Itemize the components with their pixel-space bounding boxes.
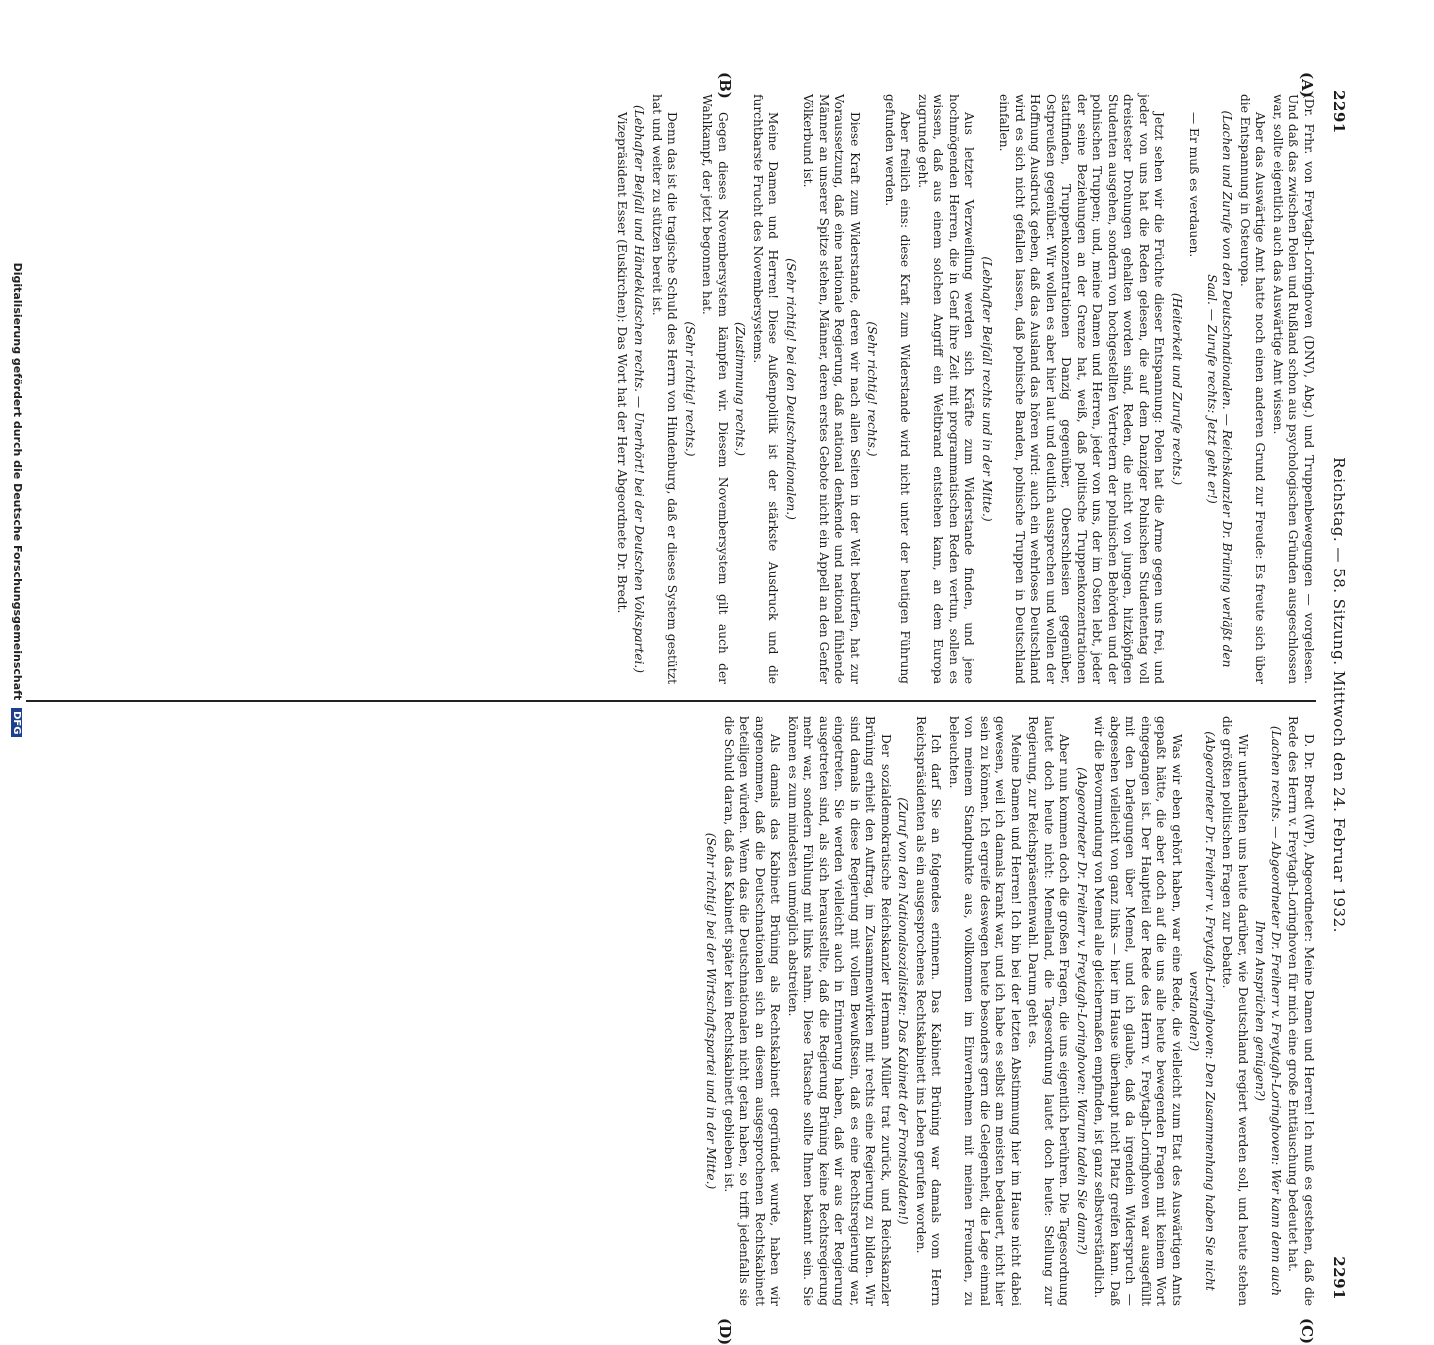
column-divider — [26, 700, 1316, 702]
paragraph: (Dr. Frhr. von Freytagh-Loringhoven (DNV), Abg.) und Truppenbewegungen — vorgelesen. Und daß das zwischen Polen und Rußland schon aus psychologischen Gründen ausgeschlossen war, sollte eigentlich auch das Auswärtige Amt wissen. — [1271, 94, 1316, 684]
paragraph: Der sozialdemokratische Reichskanzler Hermann Müller trat zurück, und Reichskanzler Brüning erhielt den Auftrag, im Zusammenwirken mit rechts eine Regierung zu bilden. Wir sind damals in diese Regierung mit vollem Bewußtsein, daß es eine Rechtsregierung war, eingetreten. Sie werden vielleicht auch in Erinnerung haben, daß wir aus der Regierung ausgetreten sind, als sich herausstellte, daß die Regierung Brüning keine Rechtsregierung mehr war, sondern Fühlung mit links nahm. Diese Tatsache sollte Ihnen bekannt sein. Sie können es zum mindesten unmöglich abstreiten. — [786, 716, 893, 1306]
digitization-footer — [4, 0, 24, 1000]
paragraph: Als damals das Kabinett Brüning als Rechtskabinett gegründet wurde, haben wir angenommen, daß die Deutschnationalen sich an diesem ausgesprochenen Rechtskabinett beteiligen würden. Wenn das die Deutschnationalen nicht getan haben, so trifft jedenfalls sie die Schuld daran, daß das Kabinett später kein Rechtskabinett geblieben ist. — [722, 716, 783, 1306]
interjection: (Sehr richtig! rechts.) — [683, 321, 697, 457]
interjection: (Abgeordneter Dr. Freiherr v. Freytagh-Loringhoven: Warum tadeln Sie dann?) — [1075, 767, 1089, 1255]
paragraph: Was wir eben gehört haben, war eine Rede, die vielleicht zum Etat des Auswärtigen Amts gepaßt hätte, die aber doch auf die uns alle heute bewegenden Fragen mit keinem Wort eingegangen ist. Der Hauptteil der Rede des Herrn v. Freytagh-Loringhoven war ausgefüllt mit den Darlegungen über Memel, und ich glaube, daß da irgendein Widerspruch — abgesehen vielleicht von ganz links — hier im Hause überhaupt nicht Platz greifen kann. Daß wir die Bevormundung von Memel alle gleichermaßen empfinden, ist ganz selbstverständlich. — [1092, 716, 1184, 1306]
interjection: (Abgeordneter Dr. Freiherr v. Freytagh-Loringhoven: Den Zusammenhang haben Sie nicht verstanden?) — [1187, 731, 1217, 1291]
paragraph: Aber das Auswärtige Amt hatte noch einen anderen Grund zur Freude: Es freute sich über die Entspannung in Osteuropa. — [1238, 94, 1268, 684]
margin-marker-d: (D) — [716, 1318, 734, 1345]
paragraph: Aus letzter Verzweiflung werden sich Kräfte zum Widerstande finden, und jene hochmögenden Herren, die in Genf ihre Zeit mit programmatischen Reden vertun, sollen es wissen, daß aus einem solchen Angriff ein Weltbrand entstehen kann, an dem Europa zugrunde geht. — [916, 94, 977, 684]
interjection: (Sehr richtig! bei den Deutschnationalen.) — [784, 258, 798, 520]
interjection: (Sehr richtig! bei der Wirtschaftspartei und in der Mitte.) — [704, 832, 719, 1190]
interjection: (Lachen rechts. — Abgeordneter Dr. Freiherr v. Freytagh-Loringhoven: Wer kann denn auch Ihren Ansprüchen genügen?) — [1253, 725, 1283, 1297]
margin-marker-a: (A) — [1298, 72, 1316, 98]
paragraph: Vizepräsident Esser (Euskirchen): Das Wort hat der Herr Abgeordnete Dr. Bredt. — [615, 112, 629, 614]
footer-credit: Digitalisierung gefördert durch die Deutsche Forschungsgemeinschaft — [11, 262, 24, 701]
interjection: (Lebhafter Beifall rechts und in der Mitte.) — [980, 256, 994, 522]
interjection: (Sehr richtig! rechts.) — [865, 321, 880, 457]
paragraph: Wir unterhalten uns heute darüber, wie Deutschland regiert werden soll, und heute stehen die größten politischen Fragen zur Debatte. — [1220, 716, 1250, 1306]
right-column — [16, 716, 1316, 1306]
page-number-right: 2291 — [1330, 1256, 1348, 1300]
page-number-left: 2291 — [1330, 90, 1348, 134]
margin-marker-b: (B) — [716, 72, 734, 99]
paragraph: Meine Damen und Herren! Ich bin bei der letzten Abstimmung hier im Hause nicht dabei gewesen, weil ich damals krank war, und ich habe es selbst am meisten bedauert, nicht hier sein zu können. Ich ergreife deswegen heute besonders gern die Gelegenheit, die Lage einmal von meinem Standpunkte aus, vollkommen im Einvernehmen mit meinen Freunden, zu beleuchten. — [947, 716, 1023, 1306]
running-head: Reichstag. — 58. Sitzung. Mittwoch den 24. Februar 1932. — [1330, 457, 1348, 933]
paragraph: Jetzt sehen wir die Früchte dieser Entspannung: Polen hat die Arme gegen uns frei, und jeder von uns hat die Reden gelesen, die auf dem Danziger Polnischen Studententag voll dreistester Drohungen gehalten worden sind, Reden, die nicht von jungen, hitzköpfigen Studenten ausgehen, sondern von hochgestellten Vertretern der polnischen Behörden und der polnischen Truppen; und, meine Damen und Herren, jeder von uns, der im Osten lebt, jeder der seine Beziehungen an der Grenze hat, weiß, daß politische Truppenkonzentrationen stattfinden, Truppenkonzentrationen Danzig gegenüber, Oberschlesien gegenüber, Ostpreußen gegenüber. Wir wollen es aber hier laut und deutlich aussprechen und wollen der Hoffnung Ausdruck geben, daß das Ausland das hören wird: auch ein wehrloses Deutschland wird es sich nicht gefallen lassen, daß polnische Banden, polnische Truppen in Deutschland einfallen. — [997, 94, 1167, 684]
paragraph: Ich darf Sie an folgendes erinnern. Das Kabinett Brüning war damals vom Herrn Reichspräsidenten als ein ausgesprochenes Rechtskabinett ins Leben gerufen worden. — [914, 716, 944, 1306]
page-header — [1322, 90, 1348, 1300]
paragraph: Aber nun kommen doch die großen Fragen, die uns eigentlich berühren. Die Tagesordnung lautet doch heute nicht: Memelland, die Tagesordnung lautet doch heute: Stellung zur Regierung, zur Reichspräsentenwahl. Darum geht es. — [1026, 716, 1072, 1306]
left-column — [16, 94, 1316, 684]
interjection: (Heiterkeit und Zurufe rechts.) — [1170, 292, 1184, 486]
paragraph: Gegen dieses Novembersystem kämpfen wir. Diesem Novembersystem gilt auch der Wahlkampf, der jetzt begonnen hat. — [700, 94, 730, 684]
paragraph: D. Dr. Bredt (WP), Abgeordneter: Meine Damen und Herren! Ich muß es gestehen, daß die Rede des Herrn v. Freytagh-Loringhoven für mich eine große Enttäuschung bedeutet hat. — [1286, 716, 1316, 1306]
interjection: (Zuruf von den Nationalsozialisten: Das Kabinett der Frontsoldaten!) — [896, 797, 911, 1225]
interjection: (Zustimmung rechts.) — [733, 321, 748, 457]
dfg-logo: DFG — [11, 708, 22, 737]
paragraph: Denn das ist die tragische Schuld des Herrn von Hindenburg, daß er dieses System gestützt hat und weiter zu stützen bereit ist. — [650, 94, 680, 684]
paragraph: Meine Damen und Herren! Diese Außenpolitik ist der stärkste Ausdruck und die furchtbarste Frucht des Novembersystems. — [751, 94, 781, 684]
interjection: (Lachen und Zurufe von den Deutschnationalen. — Reichskanzler Dr. Brüning verläßt den Saal. — Zurufe rechts: Jetzt geht er!) — [1205, 110, 1235, 668]
paragraph: Diese Kraft zum Widerstande, deren wir nach allen Seiten in der Welt bedürfen, hat zur Voraussetzung, daß eine nationale Regierung, daß national denkende und national fühlende Männer an unserer Spitze stehen, Männer, deren erstes Gebote nicht ein Appell an den Genfer Völkerbund ist. — [801, 94, 862, 684]
paragraph: — Er muß es verdauen. — [1187, 112, 1202, 258]
paragraph: Aber freilich eins: diese Kraft zum Widerstande wird nicht unter der heutigen Führung gefunden werden. — [883, 94, 913, 684]
margin-marker-c: (C) — [1298, 1318, 1316, 1345]
interjection: (Lebhafter Beifall und Händeklatschen rechts. — Unerhört! bei der Deutschen Volkspartei.) — [632, 105, 647, 673]
